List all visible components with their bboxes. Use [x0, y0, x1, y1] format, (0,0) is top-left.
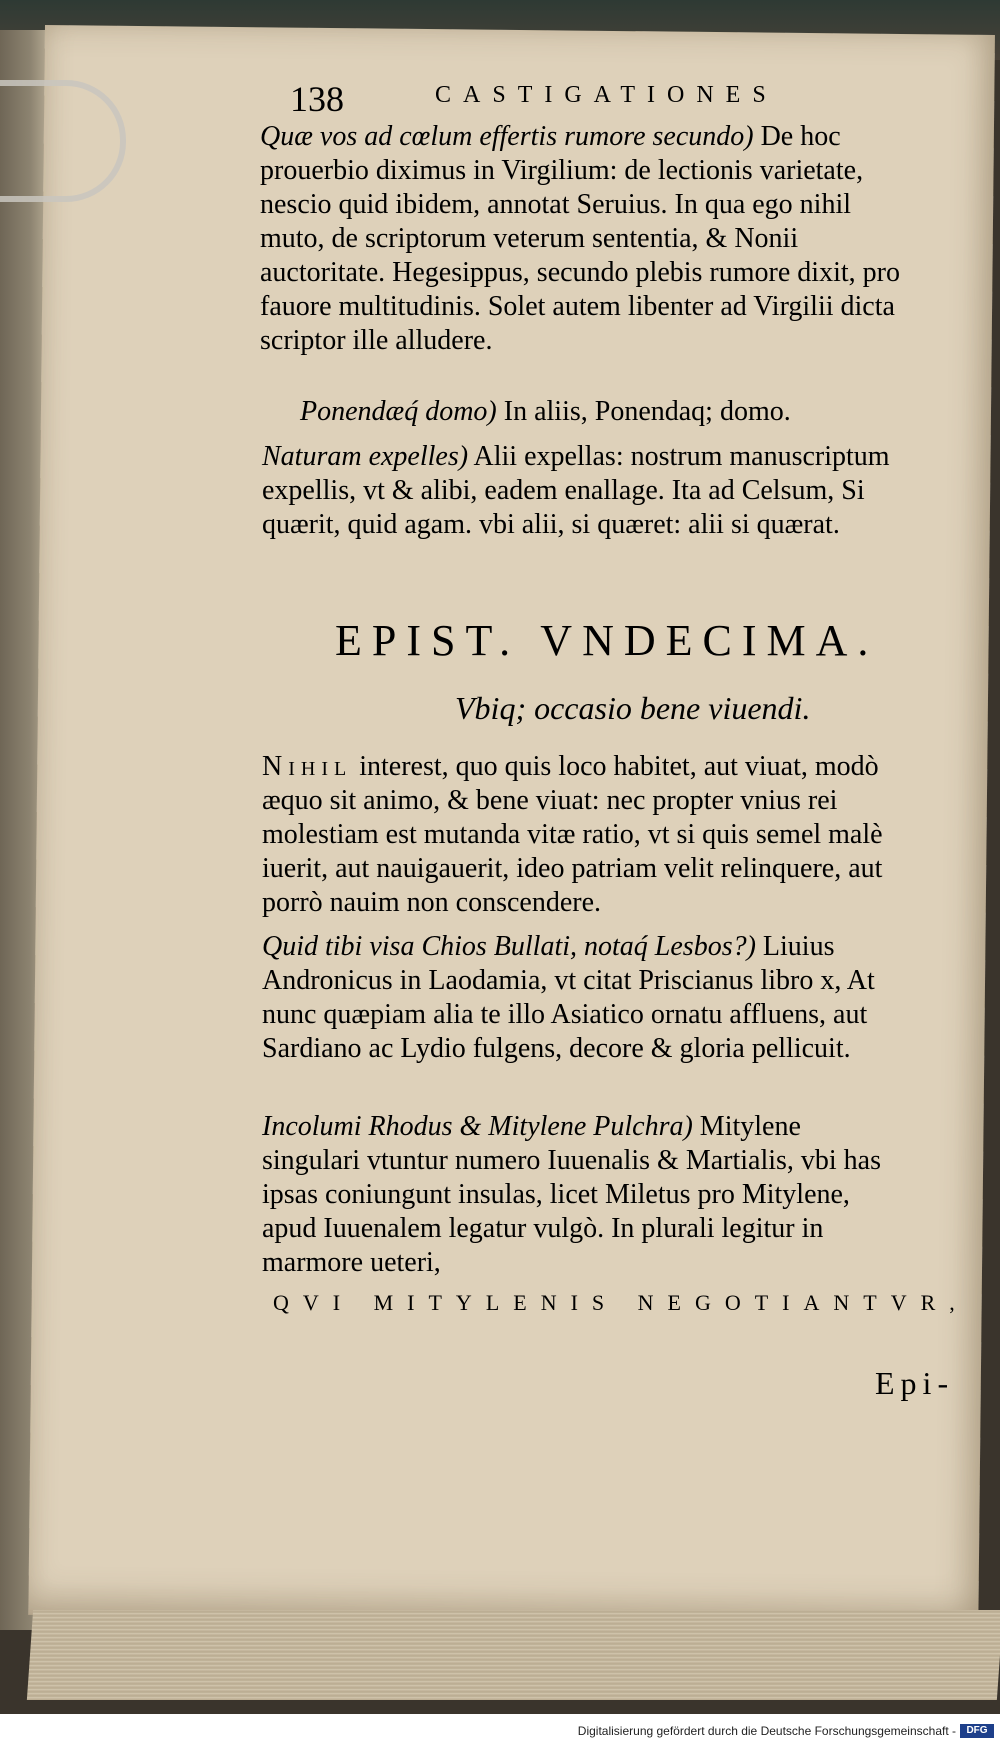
note-5 — [262, 1110, 900, 1280]
argument-text: interest, quo quis loco habitet, aut viuat, modò æquo sit animo, & bene viuat: nec propter vnius rei molestiam est mutanda vitæ ratio, vt si quis semel malè iuerit, aut nauigauerit, ideo patriam velit relinquere, aut porrò nauim non conscendere. — [262, 751, 883, 918]
note-3 — [262, 440, 900, 542]
note-2 — [300, 395, 900, 429]
note-1-lemma: Quæ vos ad cœlum effertis rumore secundo) — [260, 121, 754, 152]
page-number: 138 — [290, 79, 344, 119]
inscription-line: QVI MITYLENIS NEGOTIANTVR, — [273, 1290, 969, 1315]
note-5-text: Mitylene singulari vtuntur numero Iuuenalis & Martialis, vbi has ipsas coniungunt insulas, licet Miletus pro Mitylene, apud Iuuenalem legatur vulgò. In plurali legitur in marmore ueteri, — [262, 1111, 882, 1278]
footer-credit: Digitalisierung gefördert durch die Deutsche Forschungsgemeinschaft - — [577, 1724, 956, 1738]
epistle-argument — [262, 750, 900, 920]
footer-bar — [0, 1714, 1000, 1744]
dfg-logo-icon: DFG — [960, 1724, 994, 1738]
epistle-heading: EPIST. VNDECIMA. — [335, 616, 879, 665]
note-4-lemma: Quid tibi visa Chios Bullati, notaq́ Lesbos?) — [262, 931, 756, 962]
argument-initial-word: Nihil — [262, 751, 353, 782]
note-4 — [262, 930, 900, 1066]
paper-clip — [0, 80, 126, 202]
note-1 — [260, 120, 900, 358]
note-3-lemma: Naturam expelles) — [262, 441, 469, 472]
note-3-text: Alii expellas: nostrum manuscriptum expellis, vt & alibi, eadem enallage. Ita ad Celsum, Si quærit, quid agam. vbi alii, si quæret: alii si quærat. — [262, 441, 890, 540]
running-title: CASTIGATIONES — [435, 82, 778, 108]
note-2-text: In aliis, Ponendaq; domo. — [503, 396, 791, 427]
page-edges — [27, 1610, 1000, 1700]
catchword: Epi- — [875, 1365, 955, 1401]
note-1-text: De hoc prouerbio diximus in Virgilium: de lectionis varietate, nescio quid ibidem, annotat Seruius. In qua ego nihil muto, de scriptorum veterum sententia, & Nonii auctoritate. Hegesippus, secundo plebis rumore dixit, pro fauore multitudinis. Solet autem libenter ad Virgilii dicta scriptor ille alludere. — [260, 121, 900, 356]
note-4-text: Liuius Andronicus in Laodamia, vt citat Priscianus libro x, At nunc quæpiam alia te illo Asiatico ornatu affluens, aut Sardiano ac Lydio fulgens, decore & gloria pellicuit. — [262, 931, 875, 1064]
note-2-lemma: Ponendæq́ domo) — [300, 396, 497, 427]
note-5-lemma: Incolumi Rhodus & Mitylene Pulchra) — [262, 1111, 693, 1142]
epistle-subheading: Vbiq; occasio bene viuendi. — [455, 690, 811, 726]
